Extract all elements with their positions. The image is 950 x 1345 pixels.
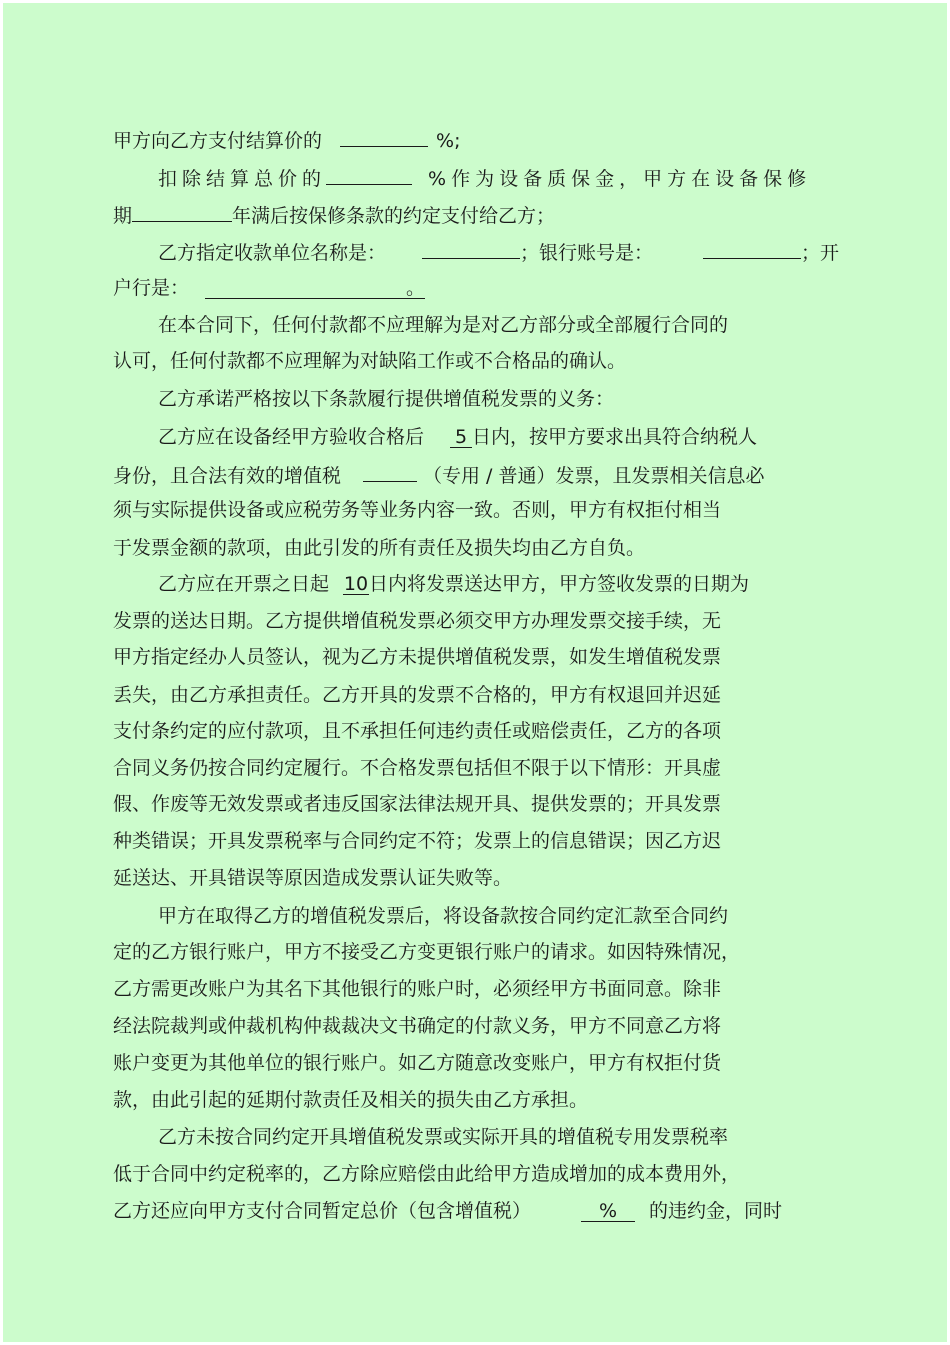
doc-line bbox=[113, 535, 645, 561]
line-text: 日内将发票送达甲方，甲方签收发票的日期为 bbox=[369, 573, 750, 595]
doc-line bbox=[113, 348, 626, 374]
line-text: 账户变更为其他单位的银行账户。如乙方随意改变账户，甲方有权拒付货 bbox=[113, 1052, 722, 1074]
doc-line bbox=[113, 865, 512, 891]
doc-line bbox=[113, 1087, 588, 1113]
warranty-percent-blank bbox=[326, 164, 412, 185]
doc-line bbox=[113, 976, 721, 1002]
doc-line bbox=[113, 1013, 721, 1039]
line-text: %作为设备质保金，甲方在设备保修 bbox=[428, 168, 812, 190]
doc-line bbox=[113, 718, 721, 744]
line-text: 扣除结算总价的 bbox=[158, 168, 327, 190]
line-text: 经法院裁判或仲裁机构仲裁裁决文书确定的付款义务，甲方不同意乙方将 bbox=[113, 1015, 722, 1037]
doc-line bbox=[113, 497, 721, 523]
line-text: 乙方承诺严格按以下条款履行提供增值税发票的义务： bbox=[158, 388, 615, 410]
line-text: 延送达、开具错误等原因造成发票认证失败等。 bbox=[113, 867, 513, 889]
line-text: 款，由此引起的延期付款责任及相关的损失由乙方承担。 bbox=[113, 1089, 589, 1111]
doc-line-warranty-period bbox=[113, 201, 555, 229]
doc-line-settlement-ratio bbox=[113, 126, 460, 154]
doc-line bbox=[113, 828, 721, 854]
line-text: %; bbox=[436, 130, 461, 152]
line-text: 支付条约定的应付款项，且不承担任何违约责任或赔偿责任，乙方的各项 bbox=[113, 720, 722, 742]
doc-line bbox=[113, 682, 721, 708]
doc-line bbox=[113, 939, 740, 965]
delivery-days-value: 10 bbox=[343, 573, 369, 595]
line-text: 乙方未按合同约定开具增值税发票或实际开具的增值税专用发票税率 bbox=[158, 1126, 729, 1148]
doc-line bbox=[158, 903, 728, 929]
line-text: 丢失，由乙方承担责任。乙方开具的发票不合格的，甲方有权退回并迟延 bbox=[113, 684, 722, 706]
line-text: 乙方指定收款单位名称是： bbox=[158, 242, 387, 264]
line-text: 种类错误；开具发票税率与合同约定不符；发票上的信息错误；因乙方迟 bbox=[113, 830, 722, 852]
line-text: 户行是： bbox=[113, 277, 190, 299]
doc-line-delivery-days bbox=[158, 571, 749, 597]
line-text: 。 bbox=[406, 277, 426, 299]
line-text: 的违约金，同时 bbox=[649, 1200, 783, 1222]
settlement-percent-blank bbox=[340, 126, 428, 147]
line-text: 低于合同中约定税率的，乙方除应赔偿由此给甲方造成增加的成本费用外， bbox=[113, 1163, 741, 1185]
line-text: 在本合同下，任何付款都不应理解为是对乙方部分或全部履行合同的 bbox=[158, 314, 729, 336]
line-text: 须与实际提供设备或应税劳务等业务内容一致。否则，甲方有权拒付相当 bbox=[113, 499, 722, 521]
warranty-years-blank bbox=[132, 201, 232, 222]
line-text: 于发票金额的款项，由此引发的所有责任及损失均由乙方自负。 bbox=[113, 537, 646, 559]
doc-line bbox=[113, 1161, 740, 1187]
line-text: 定的乙方银行账户，甲方不接受乙方变更银行账户的请求。如因特殊情况， bbox=[113, 941, 741, 963]
bank-name-blank bbox=[205, 278, 425, 299]
line-text: ；银行账号是： bbox=[520, 242, 654, 264]
invoice-days-value: 5 bbox=[450, 427, 472, 448]
line-text: 甲方在取得乙方的增值税发票后，将设备款按合同约定汇款至合同约 bbox=[158, 905, 729, 927]
line-text: （专用 / 普通）发票，且发票相关信息必 bbox=[423, 465, 765, 487]
line-text: 日内，按甲方要求出具符合纳税人 bbox=[472, 426, 758, 448]
doc-line-bank-name bbox=[113, 275, 425, 301]
doc-line bbox=[113, 1050, 721, 1076]
penalty-percent-value: % bbox=[581, 1201, 635, 1222]
doc-line-payee-account bbox=[158, 238, 839, 266]
line-text: 乙方应在开票之日起 bbox=[158, 573, 330, 595]
line-text: 认可，任何付款都不应理解为对缺陷工作或不合格品的确认。 bbox=[113, 350, 627, 372]
doc-line-invoice-days bbox=[158, 424, 757, 450]
line-text: 年满后按保修条款的约定支付给乙方； bbox=[232, 205, 556, 227]
doc-line bbox=[113, 755, 721, 781]
doc-line bbox=[113, 644, 721, 670]
line-text: 乙方需更改账户为其名下其他银行的账户时，必须经甲方书面同意。除非 bbox=[113, 978, 722, 1000]
line-text: 身份，且合法有效的增值税 bbox=[113, 465, 342, 487]
vat-type-blank bbox=[363, 461, 417, 482]
line-text: ；开 bbox=[801, 242, 840, 264]
line-text: 乙方应在设备经甲方验收合格后 bbox=[158, 426, 425, 448]
doc-line-warranty-deposit bbox=[158, 164, 811, 192]
line-text: 合同义务仍按合同约定履行。不合格发票包括但不限于以下情形：开具虚 bbox=[113, 757, 722, 779]
doc-line bbox=[113, 608, 721, 634]
doc-line bbox=[158, 1124, 728, 1150]
doc-line bbox=[158, 312, 728, 338]
bank-account-blank bbox=[703, 238, 801, 259]
line-text: 甲方指定经办人员签认，视为乙方未提供增值税发票，如发生增值税发票 bbox=[113, 646, 722, 668]
doc-line-invoice-type bbox=[113, 461, 765, 489]
doc-line bbox=[158, 386, 614, 412]
line-text: 乙方还应向甲方支付合同暂定总价（包含增值税） bbox=[113, 1200, 532, 1222]
doc-line-penalty bbox=[113, 1198, 782, 1224]
line-text: 发票的送达日期。乙方提供增值税发票必须交甲方办理发票交接手续，无 bbox=[113, 610, 722, 632]
line-text: 甲方向乙方支付结算价的 bbox=[113, 130, 323, 152]
line-text: 假、作废等无效发票或者违反国家法律法规开具、提供发票的；开具发票 bbox=[113, 793, 722, 815]
doc-line bbox=[113, 791, 721, 817]
payee-name-blank bbox=[422, 238, 520, 259]
line-text: 期 bbox=[113, 205, 133, 227]
